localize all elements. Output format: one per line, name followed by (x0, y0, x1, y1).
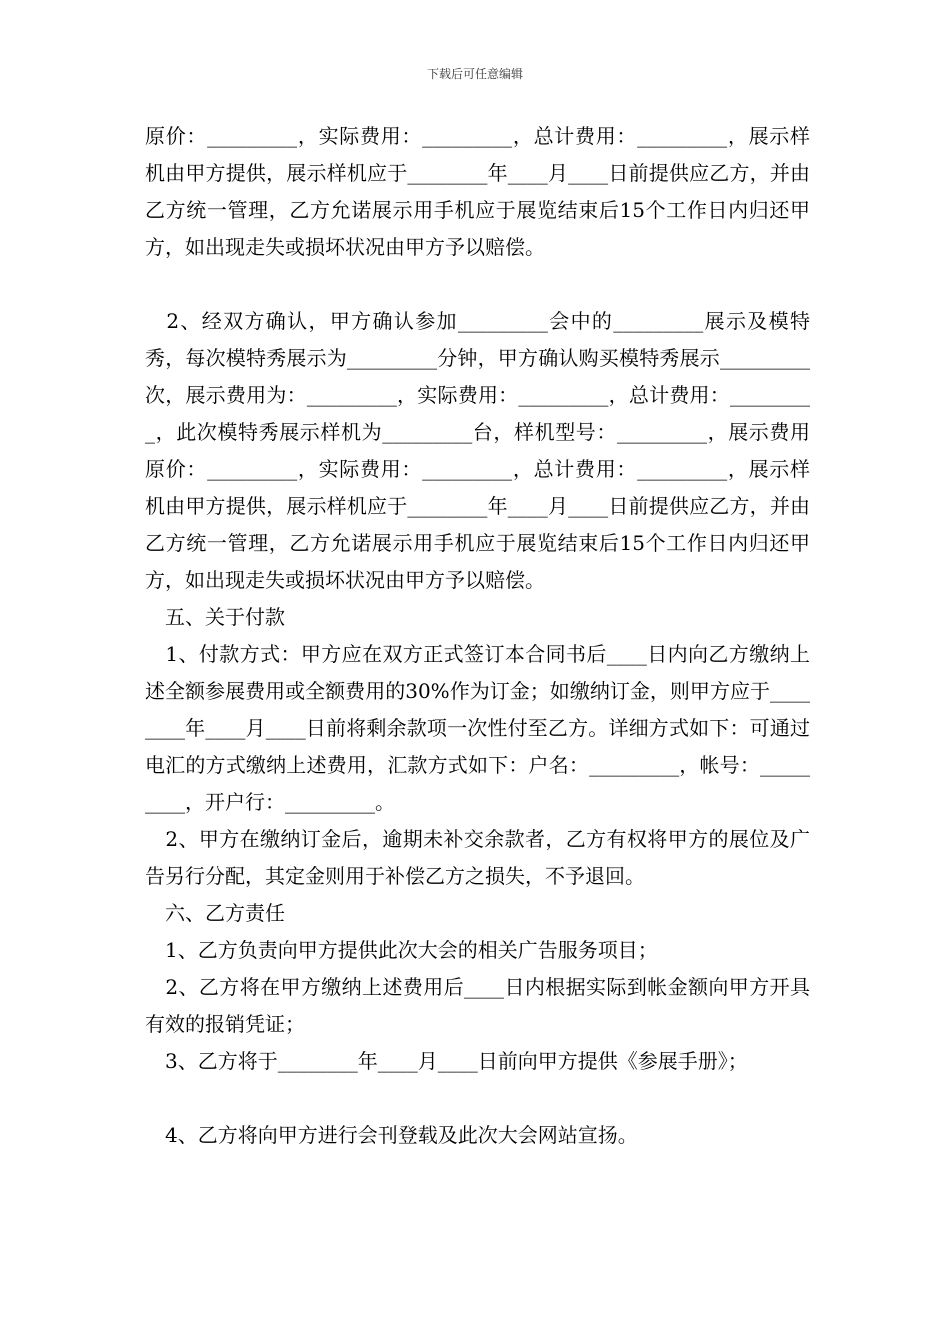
paragraph-duty-2: 2、乙方将在甲方缴纳上述费用后____日内根据实际到帐金额向甲方开具有效的报销凭证； (145, 975, 810, 1036)
section-heading-payment: 五、关于付款 (145, 605, 285, 629)
paragraph-duty-1: 1、乙方负责向甲方提供此次大会的相关广告服务项目； (145, 938, 658, 962)
paragraph-duty-4: 4、乙方将向甲方进行会刊登载及此次大会网站宣扬。 (145, 1123, 638, 1147)
paragraph-model-show: 2、经双方确认，甲方确认参加_________会中的_________展示及模特秀，每次模特秀展示为_________分钟，甲方确认购买模特秀展示_________次，展示费用为：_________，实际费用：_________，总计费用：_________，此次模特秀展示样机为_________台，样机型号：_________，展示费用原价：_________，实际费用：_________，总计费用：_________，展示样机由甲方提供，展示样机应于________年____月____日前提供应乙方，并由乙方统一管理，乙方允诺展示用手机应于展览结束后15个工作日内归还甲方，如出现走失或损坏状况由甲方予以赔偿。 (145, 309, 810, 592)
paragraph-deposit-terms: 2、甲方在缴纳订金后，逾期未补交余款者，乙方有权将甲方的展位及广告另行分配，其定金则用于补偿乙方之损失，不予退回。 (145, 827, 810, 888)
paragraph-payment-method: 1、付款方式：甲方应在双方正式签订本合同书后____日内向乙方缴纳上述全额参展费用或全额费用的30%作为订金；如缴纳订金，则甲方应于________年____月____日前将剩余款项一次性付至乙方。详细方式如下：可通过电汇的方式缴纳上述费用，汇款方式如下：户名：_________，帐号：_________，开户行：_________。 (145, 642, 810, 814)
paragraph-sample-terms: 原价：_________，实际费用：_________，总计费用：_________，展示样机由甲方提供，展示样机应于________年____月____日前提供应乙方，并由乙方统一管理，乙方允诺展示用手机应于展览结束后15个工作日内归还甲方，如出现走失或损坏状况由甲方予以赔偿。 (145, 124, 810, 259)
section-heading-party-b-duties: 六、乙方责任 (145, 901, 285, 925)
document-body (145, 118, 810, 1154)
paragraph-duty-3: 3、乙方将于________年____月____日前向甲方提供《参展手册》； (145, 1049, 748, 1073)
page-header: 下载后可任意编辑 (426, 67, 523, 81)
